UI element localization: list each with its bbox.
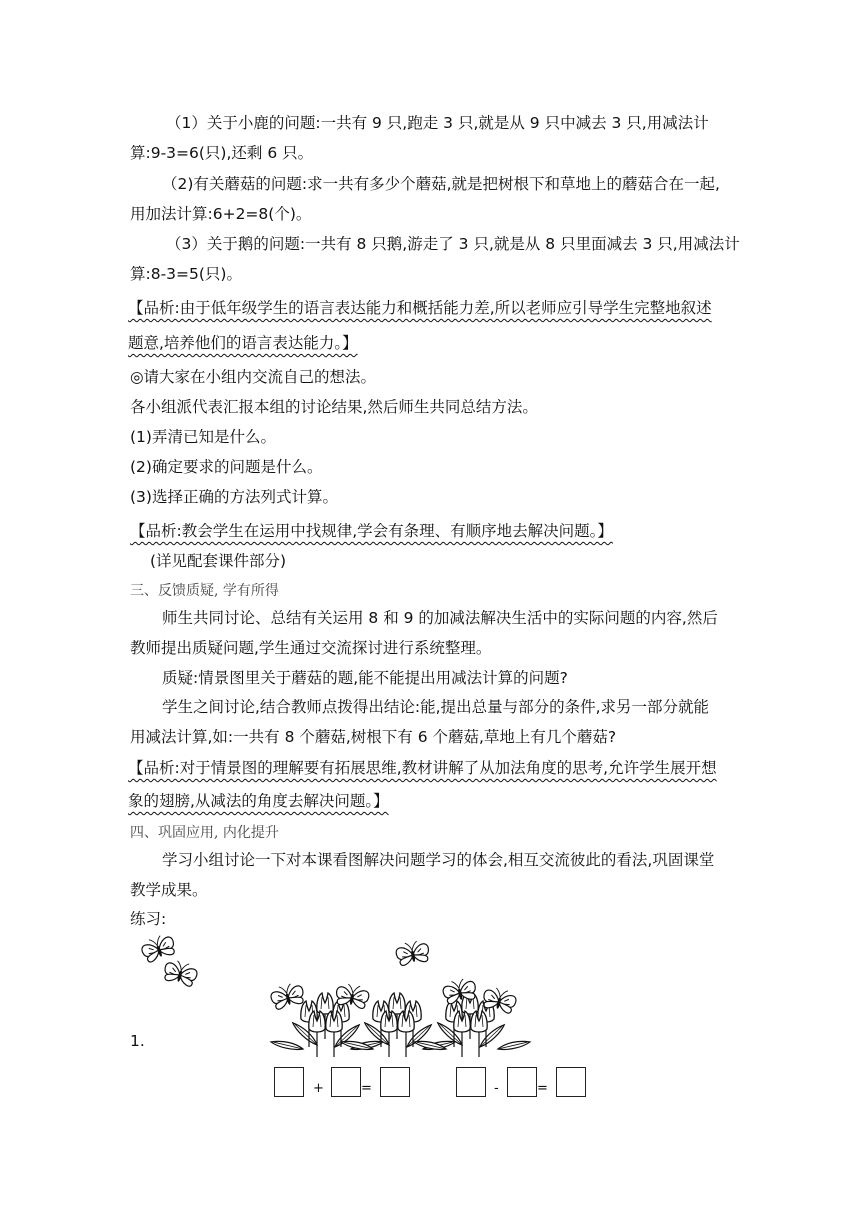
pinxi-note-1-line1: 【品析:由于低年级学生的语言表达能力和概括能力差,所以老师应引导学生完整地叙述 — [128, 299, 712, 317]
pinxi-note-3-line1: 【品析:对于情景图的理解要有拓展思维,教材讲解了从加法角度的思考,允许学生展开想 — [128, 759, 717, 777]
section-3-heading: 三、反馈质疑, 学有所得 — [130, 583, 279, 599]
pinxi-note-1-line2: 题意,培养他们的语言表达能力。】 — [128, 334, 358, 352]
paragraph-mushroom-line1: （2)有关蘑菇的问题:求一共有多少个蘑菇,就是把树根下和草地上的蘑菇合在一起, — [162, 175, 720, 193]
group-report-text: 各小组派代表汇报本组的讨论结果,然后师生共同总结方法。 — [130, 398, 538, 416]
answer-box-addend-1[interactable] — [274, 1067, 304, 1097]
pinxi-note-3-line2: 象的翅膀,从减法的角度去解决问题。】 — [128, 792, 389, 810]
plus-sign: + — [313, 1081, 324, 1096]
section-4-paragraph-line2: 教学成果。 — [130, 881, 208, 899]
section-3-paragraph-3-line2: 用减法计算,如:一共有 8 个蘑菇,树根下有 6 个蘑菇,草地上有几个蘑菇? — [130, 728, 617, 746]
paragraph-deer-line2: 算:9-3=6(只),还剩 6 只。 — [130, 144, 314, 162]
section-4-paragraph-line1: 学习小组讨论一下对本课看图解决问题学习的体会,相互交流彼此的看法,巩固课堂 — [162, 851, 715, 869]
practice-label: 练习: — [130, 910, 167, 928]
discussion-prompt: ◎请大家在小组内交流自己的想法。 — [130, 368, 377, 386]
paragraph-goose-line2: 算:8-3=5(只)。 — [130, 265, 242, 283]
equals-sign-addition: = — [361, 1081, 372, 1096]
paragraph-deer-line1: （1）关于小鹿的问题:一共有 9 只,跑走 3 只,就是从 9 只中减去 3 只,用减法计 — [166, 114, 709, 132]
section-4-heading: 四、巩固应用, 内化提升 — [130, 825, 279, 841]
method-step-1: (1)弄清已知是什么。 — [130, 428, 276, 446]
answer-box-difference[interactable] — [556, 1067, 586, 1097]
paragraph-mushroom-line2: 用加法计算:6+2=8(个)。 — [130, 205, 312, 223]
answer-box-addend-2[interactable] — [331, 1067, 361, 1097]
section-3-paragraph-1-line2: 教师提出质疑问题,学生通过交流探讨进行系统整理。 — [130, 639, 492, 657]
paragraph-goose-line1: （3）关于鹅的问题:一共有 8 只鹅,游走了 3 只,就是从 8 只里面减去 3 只,用减法计 — [166, 235, 740, 253]
section-3-paragraph-1-line1: 师生共同讨论、总结有关运用 8 和 9 的加减法解决生活中的实际问题的内容,然后 — [162, 609, 718, 627]
minus-sign: - — [494, 1081, 499, 1096]
method-step-3: (3)选择正确的方法列式计算。 — [130, 488, 338, 506]
method-step-2: (2)确定要求的问题是什么。 — [130, 458, 323, 476]
answer-box-sum[interactable] — [380, 1067, 410, 1097]
pinxi-note-2: 【品析:教会学生在运用中找规律,学会有条理、有顺序地去解决问题。】 — [130, 522, 613, 540]
section-3-paragraph-3-line1: 学生之间讨论,结合教师点拨得出结论:能,提出总量与部分的条件,求另一部分就能 — [162, 698, 710, 716]
exercise-number: 1. — [130, 1032, 145, 1050]
answer-box-minuend[interactable] — [456, 1067, 486, 1097]
courseware-reference: (详见配套课件部分) — [150, 552, 287, 570]
answer-box-subtrahend[interactable] — [507, 1067, 537, 1097]
equals-sign-subtraction: = — [537, 1081, 548, 1096]
section-3-question: 质疑:情景图里关于蘑菇的题,能不能提出用减法计算的问题? — [162, 669, 568, 687]
